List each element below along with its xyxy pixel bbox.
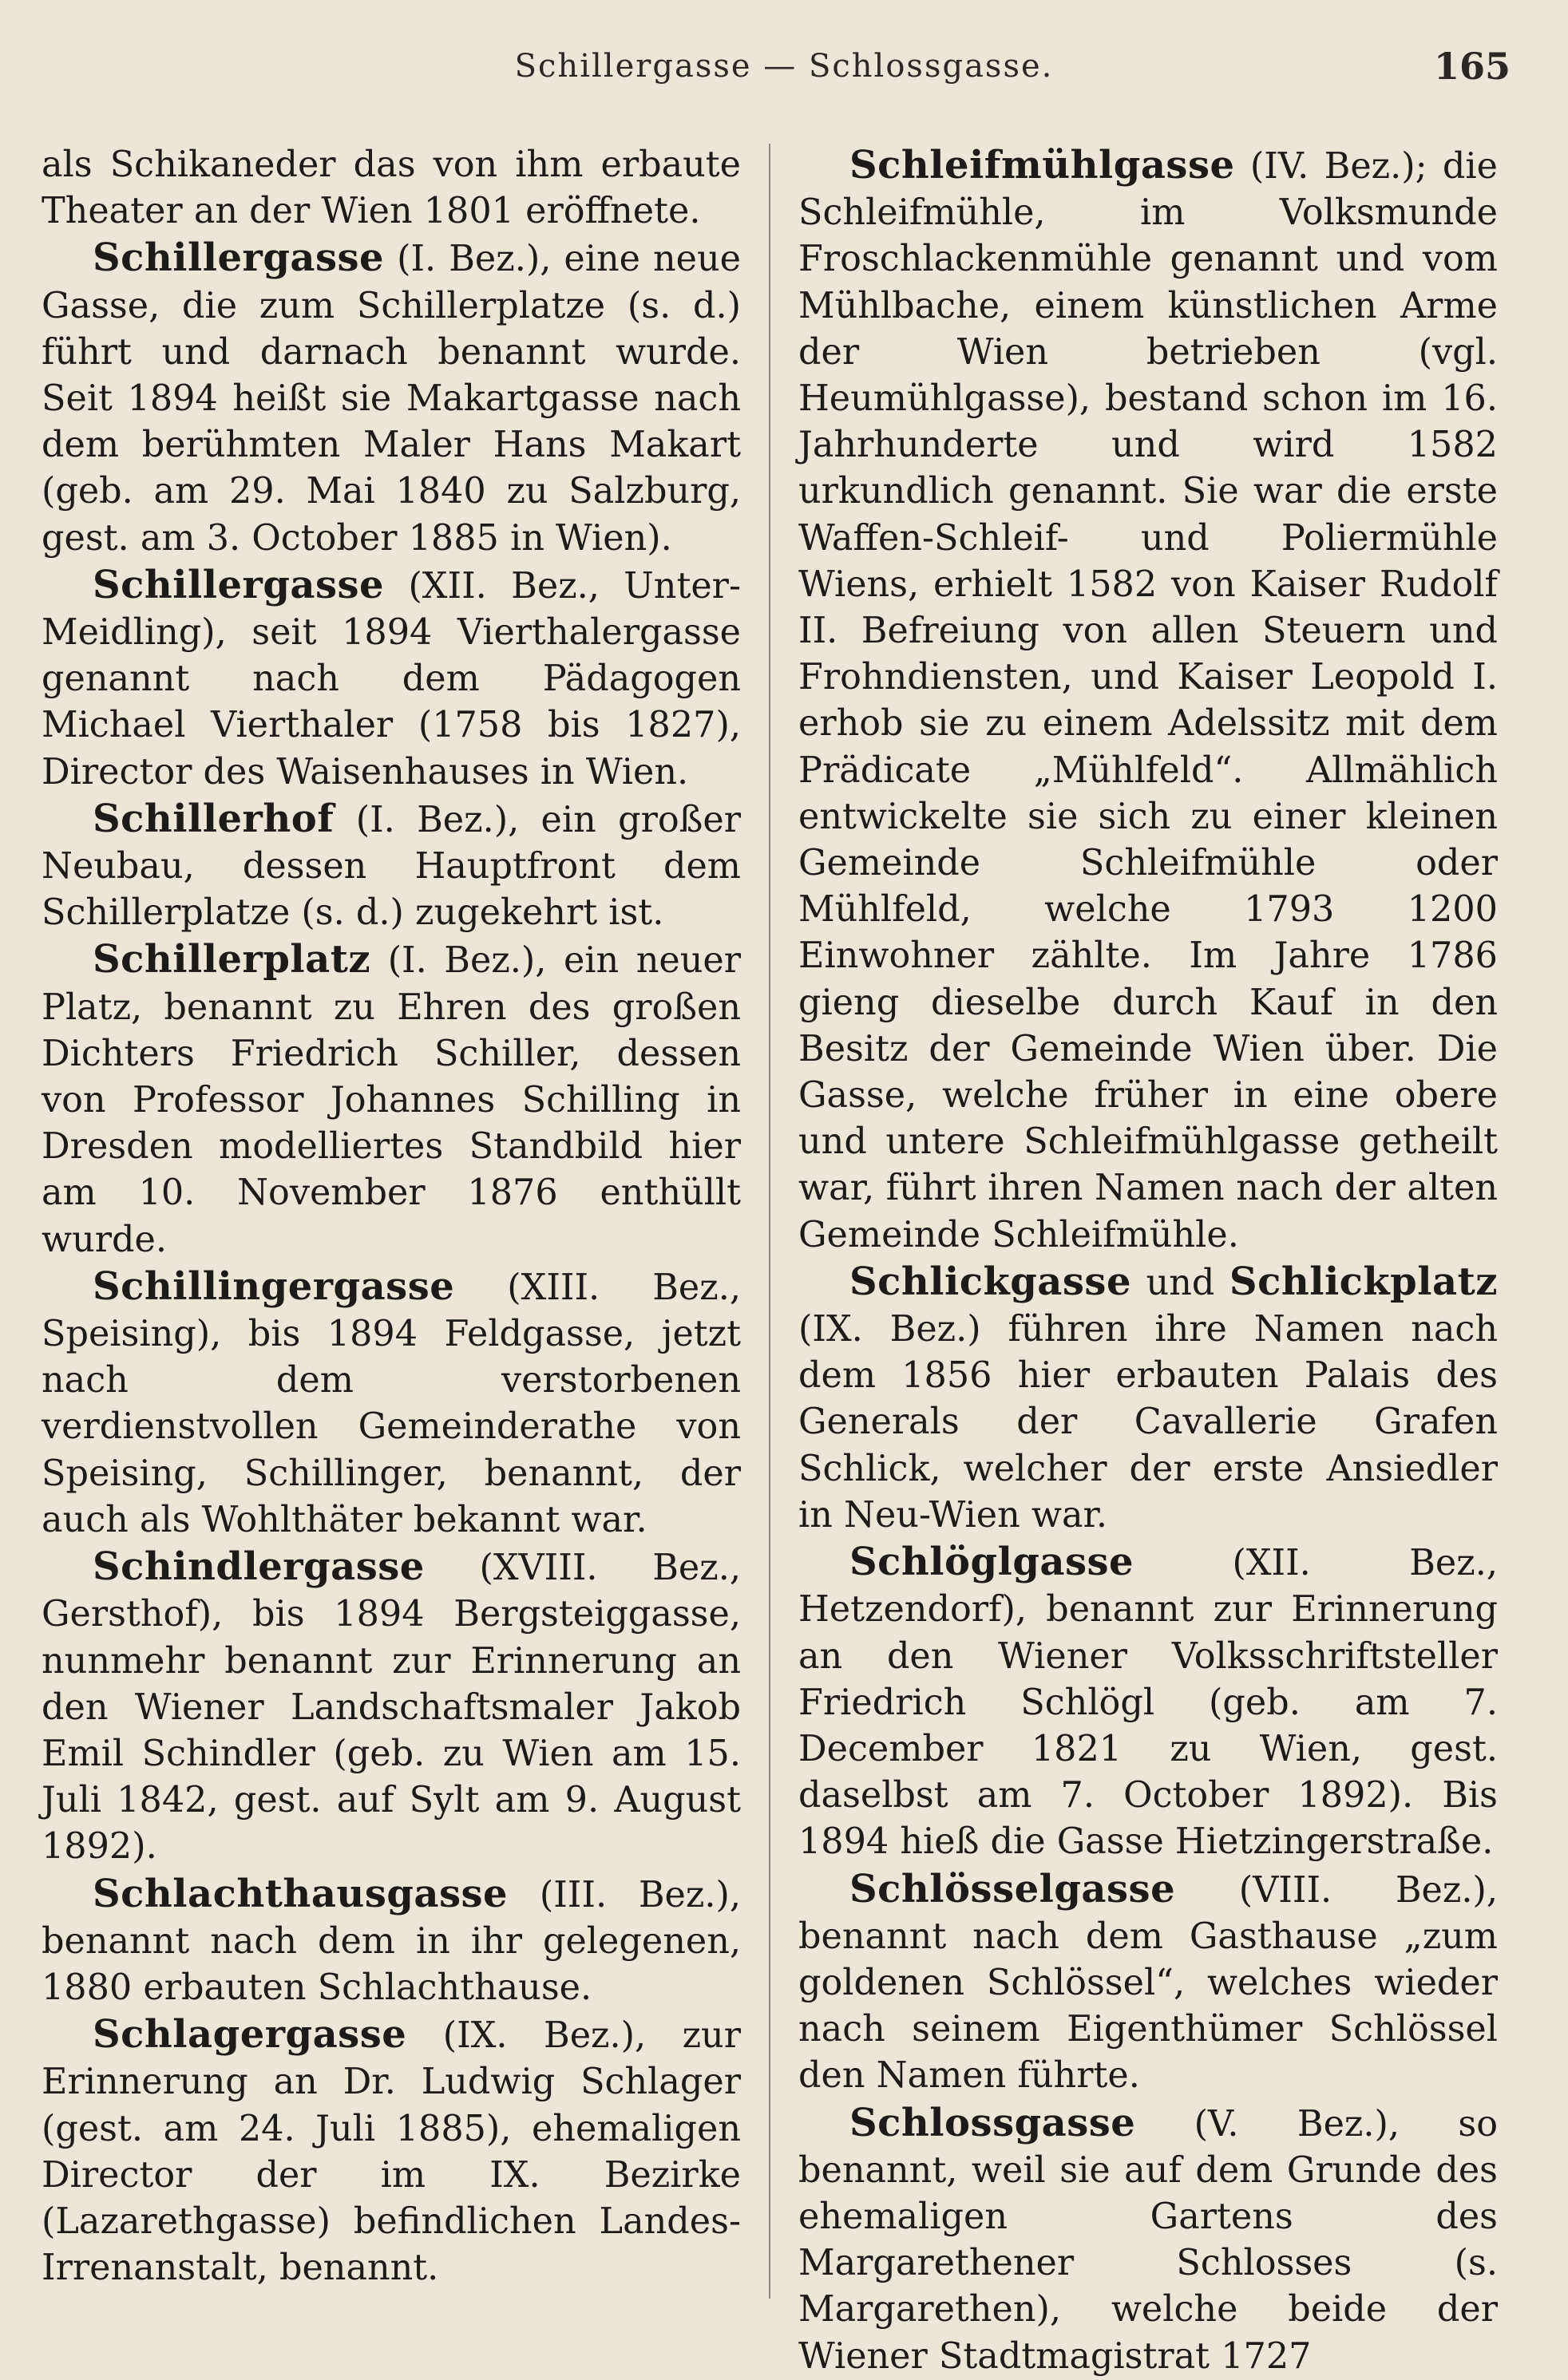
running-title: Schillergasse — Schlossgasse. xyxy=(514,48,1054,85)
entry-schloesselgasse xyxy=(798,1866,1498,2100)
entry-headword: Schlachthausgasse xyxy=(93,1871,509,1916)
column-divider xyxy=(769,144,770,2299)
entry-schillerhof xyxy=(42,796,741,937)
entry-text: und xyxy=(1131,1262,1229,1303)
entry-continuation xyxy=(42,142,741,235)
entry-headword: Schlickgasse xyxy=(849,1259,1131,1304)
entry-schleifmuehlgasse xyxy=(798,142,1498,1259)
entry-text: (XIII. Bez., Speising), bis 1894 Feldgasse, jetzt nach dem verstorbenen verdienstvollen Gemeinderathe von Speising, Schillinger, benannt, der auch als Wohlthäter bekannt war. xyxy=(42,1267,741,1540)
entry-schindlergasse xyxy=(42,1544,741,1870)
entry-schlickgasse xyxy=(798,1259,1498,1539)
entry-text: (XII. Bez., Unter-Meidling), seit 1894 Vierthalergasse genannt nach dem Pädagogen Michael Vierthaler (1758 bis 1827), Director des Waisenhauses in Wien. xyxy=(42,565,741,793)
entry-headword: Schillergasse xyxy=(93,235,385,281)
entry-headword-secondary: Schlickplatz xyxy=(1229,1259,1498,1304)
entry-headword: Schindlergasse xyxy=(93,1544,425,1590)
left-column xyxy=(42,142,741,2291)
entry-text: (I. Bez.), ein großer Neubau, dessen Hauptfront dem Schillerplatze (s. d.) zugekehrt ist. xyxy=(42,799,741,934)
entry-text: als Schikaneder das von ihm erbaute Theater an der Wien 1801 eröffnete. xyxy=(42,144,741,232)
entry-headword: Schlagergasse xyxy=(93,2012,407,2058)
entry-schillergasse-xii xyxy=(42,562,741,796)
entry-text: (I. Bez.), eine neue Gasse, die zum Schillerplatze (s. d.) führt und darnach benannt wurde. Seit 1894 heißt sie Makartgasse nach dem berühmten Maler Hans Makart (geb. am 29. Mai 1840 zu Salzburg, gest. am 3. October 1885 in Wien). xyxy=(42,239,741,559)
entry-schillerplatz xyxy=(42,936,741,1263)
entry-schlachthausgasse xyxy=(42,1871,741,2012)
entry-headword: Schleifmühlgasse xyxy=(849,143,1235,188)
entry-text: (IX. Bez.) führen ihre Namen nach dem 1856 hier erbauten Palais des Generals der Cavallerie Grafen Schlick, welcher der erste Ansiedler in Neu-Wien war. xyxy=(798,1309,1498,1536)
page-header xyxy=(0,42,1568,89)
entry-headword: Schillerhof xyxy=(93,796,335,841)
entry-text: (IX. Bez.), zur Erinnerung an Dr. Ludwig Schlager (gest. am 24. Juli 1885), ehemaligen Director der im IX. Bezirke (Lazarethgasse) befindlichen Landes-Irrenanstalt, benannt. xyxy=(42,2015,741,2289)
page-number: 165 xyxy=(1433,45,1511,88)
entry-schillingergasse xyxy=(42,1263,741,1544)
entry-headword: Schillerplatz xyxy=(93,937,371,982)
right-column xyxy=(798,142,1498,2380)
entry-text: (V. Bez.), so benannt, weil sie auf dem Grunde des ehemaligen Gartens des Margarethener Schlosses (s. Margarethen), welche beide der Wiener Stadtmagistrat 1727 xyxy=(798,2103,1498,2377)
entry-text: (VIII. Bez.), benannt nach dem Gasthause „zum goldenen Schlössel“, welches wieder nach seinem Eigenthümer Schlössel den Namen führte. xyxy=(798,1869,1498,2097)
entry-headword: Schlossgasse xyxy=(849,2100,1136,2145)
entry-text: (XVIII. Bez., Gersthof), bis 1894 Bergsteiggasse, nunmehr benannt zur Erinnerung an den Wiener Landschaftsmaler Jakob Emil Schindler (geb. zu Wien am 15. Juli 1842, gest. auf Sylt am 9. August 1892). xyxy=(42,1548,741,1868)
entry-headword: Schillingergasse xyxy=(93,1263,455,1309)
entry-schillergasse-i xyxy=(42,235,741,561)
entry-text: (III. Bez.), benannt nach dem in ihr gelegenen, 1880 erbauten Schlachthause. xyxy=(42,1874,741,2008)
entry-schloeglgasse xyxy=(798,1539,1498,1865)
entry-text: (IV. Bez.); die Schleifmühle, im Volksmunde Froschlackenmühle genannt und vom Mühlbache, einem künstlichen Arme der Wien betrieben (vgl. Heumühlgasse), bestand schon im 16. Jahrhunderte und wird 1582 urkundlich genannt. Sie war die erste Waffen-Schleif- und Poliermühle Wiens, erhielt 1582 von Kaiser Rudolf II. Befreiung von allen Steuern und Frohndiensten, und Kaiser Leopold I. erhob sie zu einem Adelssitz mit dem Prädicate „Mühlfeld“. Allmählich entwickelte sie sich zu einer kleinen Gemeinde Schleifmühle oder Mühlfeld, welche 1793 1200 Einwohner zählte. Im Jahre 1786 gieng dieselbe durch Kauf in den Besitz der Gemeinde Wien über. Die Gasse, welche früher in eine obere und untere Schleifmühlgasse getheilt war, führt ihren Namen nach der alten Gemeinde Schleifmühle. xyxy=(798,146,1498,1255)
entry-headword: Schlöglgasse xyxy=(849,1540,1134,1585)
entry-text: (I. Bez.), ein neuer Platz, benannt zu Ehren des großen Dichters Friedrich Schiller, dessen von Professor Johannes Schilling in Dresden modelliertes Standbild hier am 10. November 1876 enthüllt wurde. xyxy=(42,940,741,1260)
entry-text: (XII. Bez., Hetzendorf), benannt zur Erinnerung an den Wiener Volksschriftsteller Friedrich Schlögl (geb. am 7. December 1821 zu Wien, gest. daselbst am 7. October 1892). Bis 1894 hieß die Gasse Hietzingerstraße. xyxy=(798,1543,1498,1863)
entry-schlossgasse xyxy=(798,2100,1498,2380)
entry-schlagergasse xyxy=(42,2011,741,2291)
entry-headword: Schillergasse xyxy=(93,562,385,607)
entry-headword: Schlösselgasse xyxy=(849,1866,1176,1912)
